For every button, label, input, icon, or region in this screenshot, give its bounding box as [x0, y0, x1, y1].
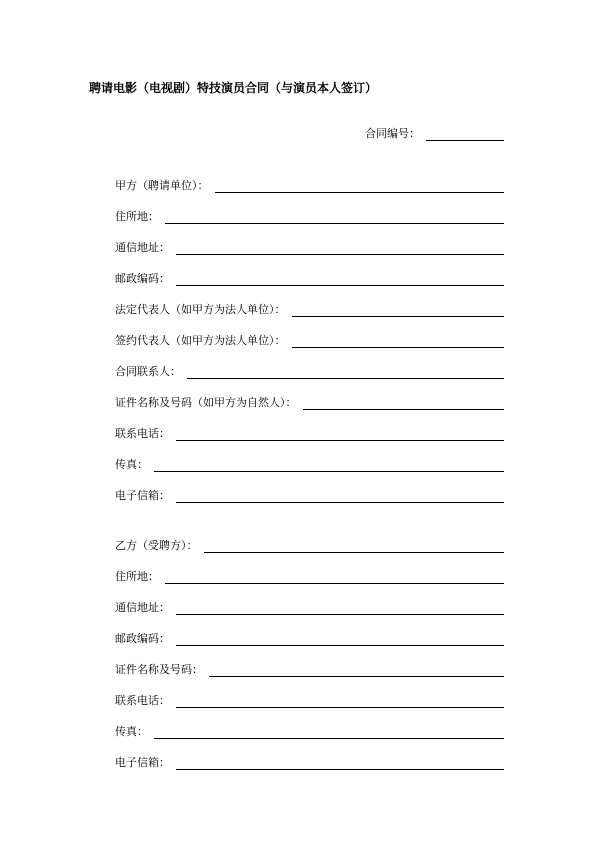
- party-a-section: [115, 162, 504, 503]
- field-label: 证件名称及号码：: [115, 663, 203, 676]
- contract-number-field: [365, 125, 504, 141]
- field-label: 邮政编码：: [115, 272, 170, 285]
- fill-blank[interactable]: [176, 242, 504, 255]
- fill-blank[interactable]: [209, 664, 504, 677]
- field-label: 甲方（聘请单位）：: [115, 179, 209, 192]
- form-row: [115, 441, 504, 472]
- party-b-section: [115, 522, 504, 770]
- fill-blank[interactable]: [292, 304, 505, 317]
- fill-blank[interactable]: [176, 757, 504, 770]
- document-title: 聘请电影（电视剧）特技演员合同（与演员本人签订）: [89, 81, 378, 95]
- fill-blank[interactable]: [176, 273, 504, 286]
- form-row: [115, 472, 504, 503]
- field-label: 邮政编码：: [115, 632, 170, 645]
- field-label: 传真：: [115, 725, 148, 738]
- fill-blank[interactable]: [292, 335, 505, 348]
- field-label: 联系电话：: [115, 694, 170, 707]
- fill-blank[interactable]: [176, 602, 504, 615]
- form-row: [115, 708, 504, 739]
- field-label: 法定代表人（如甲方为法人单位）：: [115, 303, 286, 316]
- form-row: [115, 348, 504, 379]
- form-row: [115, 584, 504, 615]
- fill-blank[interactable]: [154, 459, 504, 472]
- field-label: 乙方（受聘方）：: [115, 539, 198, 552]
- field-label: 住所地：: [115, 570, 159, 583]
- form-row: [115, 286, 504, 317]
- form-row: [115, 193, 504, 224]
- field-label: 签约代表人（如甲方为法人单位）：: [115, 334, 286, 347]
- form-row: [115, 317, 504, 348]
- contract-number-label: 合同编号：: [365, 127, 420, 140]
- fill-blank[interactable]: [204, 540, 505, 553]
- form-row: [115, 162, 504, 193]
- field-label: 合同联系人：: [115, 365, 181, 378]
- field-label: 住所地：: [115, 210, 159, 223]
- fill-blank[interactable]: [215, 180, 505, 193]
- form-row: [115, 522, 504, 553]
- form-row: [115, 739, 504, 770]
- fill-blank[interactable]: [176, 428, 504, 441]
- form-row: [115, 677, 504, 708]
- fill-blank[interactable]: [165, 571, 504, 584]
- field-label: 证件名称及号码（如甲方为自然人）：: [115, 396, 297, 409]
- form-row: [115, 379, 504, 410]
- field-label: 电子信箱：: [115, 489, 170, 502]
- fill-blank[interactable]: [187, 366, 504, 379]
- fill-blank[interactable]: [176, 633, 504, 646]
- fill-blank[interactable]: [154, 726, 504, 739]
- field-label: 电子信箱：: [115, 756, 170, 769]
- field-label: 联系电话：: [115, 427, 170, 440]
- fill-blank[interactable]: [303, 397, 505, 410]
- fill-blank[interactable]: [176, 490, 504, 503]
- fill-blank[interactable]: [165, 211, 504, 224]
- field-label: 传真：: [115, 458, 148, 471]
- field-label: 通信地址：: [115, 241, 170, 254]
- form-row: [115, 410, 504, 441]
- contract-number-blank[interactable]: [426, 128, 504, 141]
- form-row: [115, 615, 504, 646]
- form-row: [115, 224, 504, 255]
- field-label: 通信地址：: [115, 601, 170, 614]
- fill-blank[interactable]: [176, 695, 504, 708]
- form-row: [115, 553, 504, 584]
- form-row: [115, 646, 504, 677]
- form-row: [115, 255, 504, 286]
